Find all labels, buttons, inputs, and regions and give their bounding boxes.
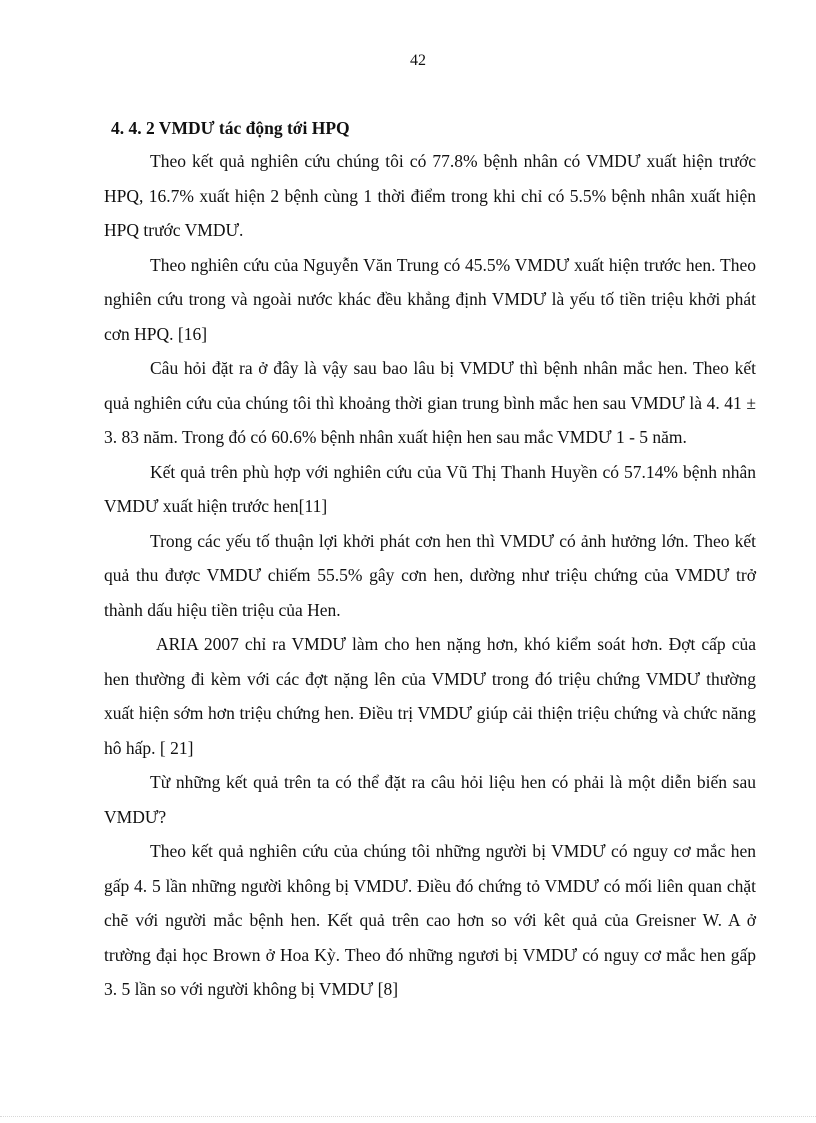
- paragraph: Trong các yếu tố thuận lợi khởi phát cơn hen thì VMDƯ có ảnh hưởng lớn. Theo kết quả thu được VMDƯ chiếm 55.5% gây cơn hen, dường như triệu chứng của VMDƯ trở thành dấu hiệu tiền triệu của Hen.: [104, 530, 756, 620]
- paragraph: Theo kết quả nghiên cứu chúng tôi có 77.8% bệnh nhân có VMDƯ xuất hiện trước HPQ, 16.7% xuất hiện 2 bệnh cùng 1 thời điểm trong khi chỉ có 5.5% bệnh nhân xuất hiện HPQ trước VMDƯ.: [104, 151, 756, 240]
- paragraph: Theo kết quả nghiên cứu của chúng tôi những người bị VMDƯ có nguy cơ mắc hen gấp 4. 5 lần những người không bị VMDƯ. Điều đó chứng tỏ VMDƯ có mối liên quan chặt chẽ với người mắc bệnh hen. Kết quả trên cao hơn so với kêt quả của Greisner W. A ở trường đại học Brown ở Hoa Kỳ. Theo đó những ngươi bị VMDƯ có nguy cơ mắc hen gấp 3. 5 lần so với người không bị VMDƯ [8]: [104, 841, 756, 999]
- paragraph: ARIA 2007 chỉ ra VMDƯ làm cho hen nặng hơn, khó kiểm soát hơn. Đợt cấp của hen thường đi kèm với các đợt nặng lên của VMDƯ trong đó triệu chứng VMDƯ thường xuất hiện sớm hơn triệu chứng hen. Điều trị VMDƯ giúp cải thiện triệu chứng và chức năng hô hấp. [ 21]: [104, 634, 756, 758]
- document-body: [104, 112, 756, 1007]
- paragraph: Từ những kết quả trên ta có thể đặt ra câu hỏi liệu hen có phải là một diễn biến sau VMDƯ?: [104, 772, 756, 827]
- section-heading: 4. 4. 2 VMDƯ tác động tới HPQ: [111, 118, 350, 138]
- page-bottom-divider: [0, 1116, 816, 1117]
- paragraph: Câu hỏi đặt ra ở đây là vậy sau bao lâu bị VMDƯ thì bệnh nhân mắc hen. Theo kết quả nghiên cứu của chúng tôi thì khoảng thời gian trung bình mắc hen sau VMDƯ là 4. 41 ± 3. 83 năm. Trong đó có 60.6% bệnh nhân xuất hiện hen sau mắc VMDƯ 1 - 5 năm.: [104, 358, 756, 447]
- paragraph: Kết quả trên phù hợp với nghiên cứu của Vũ Thị Thanh Huyền có 57.14% bệnh nhân VMDƯ xuất hiện trước hen[11]: [104, 461, 756, 516]
- paragraph: Theo nghiên cứu của Nguyễn Văn Trung có 45.5% VMDƯ xuất hiện trước hen. Theo nghiên cứu trong và ngoài nước khác đều khẳng định VMDƯ là yếu tố tiền triệu khởi phát cơn HPQ. [16]: [104, 254, 756, 344]
- page-number: 42: [410, 52, 426, 69]
